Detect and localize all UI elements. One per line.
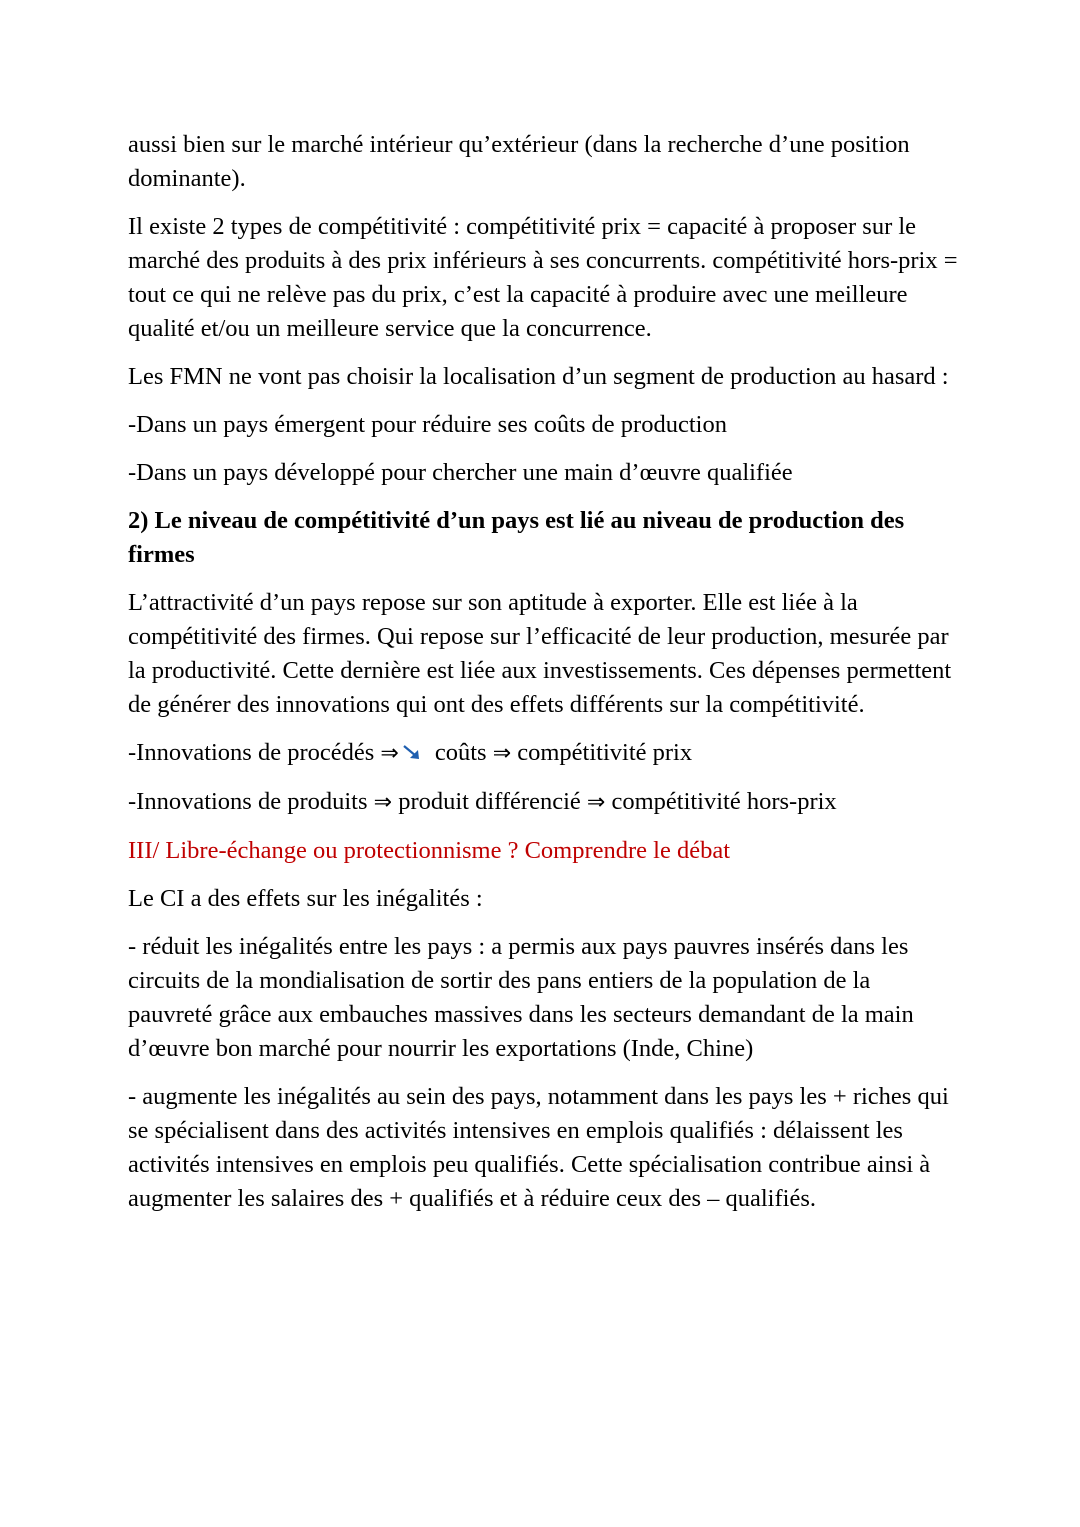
implies-arrow: ⇒ <box>492 741 512 766</box>
paragraph-augmente-inegalites: - augmente les inégalités au sein des pays, notamment dans les pays les + riches qui se spécialisent dans des activités intensives en emplois qualifiés : délaissent les activités intensives en emplois peu qualifiés. Cette spécialisation contribue ainsi à augmenter les salaires des + qualifiés et à réduire ceux des – qualifiés. <box>128 1083 949 1212</box>
bullet-text: compétitivité prix <box>511 739 693 766</box>
paragraph-fmn-localisation: Les FMN ne vont pas choisir la localisation d’un segment de production au hasard : <box>128 363 949 390</box>
bullet-text: -Innovations de produits <box>128 788 374 815</box>
implies-arrow: ⇒ <box>380 741 399 766</box>
bullet-pays-emergent: -Dans un pays émergent pour réduire ses coûts de production <box>128 411 727 438</box>
section-heading-2: 2) Le niveau de compétitivité d’un pays est lié au niveau de production des firmes <box>128 507 905 568</box>
paragraph-position-dominante: aussi bien sur le marché intérieur qu’extérieur (dans la recherche d’une position dominante). <box>128 131 910 192</box>
down-right-arrow-icon <box>401 741 423 763</box>
bullet-pays-developpe: -Dans un pays développé pour chercher une main d’œuvre qualifiée <box>128 459 793 486</box>
bullet-innovations-procedes <box>128 736 958 771</box>
bullet-text: produit différencié <box>392 788 587 815</box>
bullet-text: coûts <box>434 739 493 766</box>
implies-arrow: ⇒ <box>586 790 606 815</box>
document-page <box>128 128 958 1230</box>
section-heading-3: III/ Libre-échange ou protectionnisme ? Comprendre le débat <box>128 837 731 864</box>
bullet-text: -Innovations de procédés <box>128 739 381 766</box>
paragraph-reduit-inegalites: - réduit les inégalités entre les pays : a permis aux pays pauvres insérés dans les circuits de la mondialisation de sortir des pans entiers de la population de la pauvreté grâce aux embauches massives dans les secteurs demandant de la main d’œuvre bon marché pour nourrir les exportations (Inde, Chine) <box>128 933 914 1062</box>
bullet-text: compétitivité hors-prix <box>605 788 837 815</box>
paragraph-attractivite: L’attractivité d’un pays repose sur son aptitude à exporter. Elle est liée à la compétitivité des firmes. Qui repose sur l’efficacité de leur production, mesurée par la productivité. Cette dernière est liée aux investissements. Ces dépenses permettent de générer des innovations qui ont des effets différents sur la compétitivité. <box>128 589 952 718</box>
paragraph-types-competitivite: Il existe 2 types de compétitivité : compétitivité prix = capacité à proposer sur le marché des produits à des prix inférieurs à ses concurrents. compétitivité hors-prix = tout ce qui ne relève pas du prix, c’est la capacité à produire avec une meilleure qualité et/ou un meilleure service que la concurrence. <box>128 213 958 342</box>
paragraph-ci-inegalites: Le CI a des effets sur les inégalités : <box>128 885 483 912</box>
implies-arrow: ⇒ <box>373 790 393 815</box>
bullet-innovations-produits <box>128 785 958 820</box>
